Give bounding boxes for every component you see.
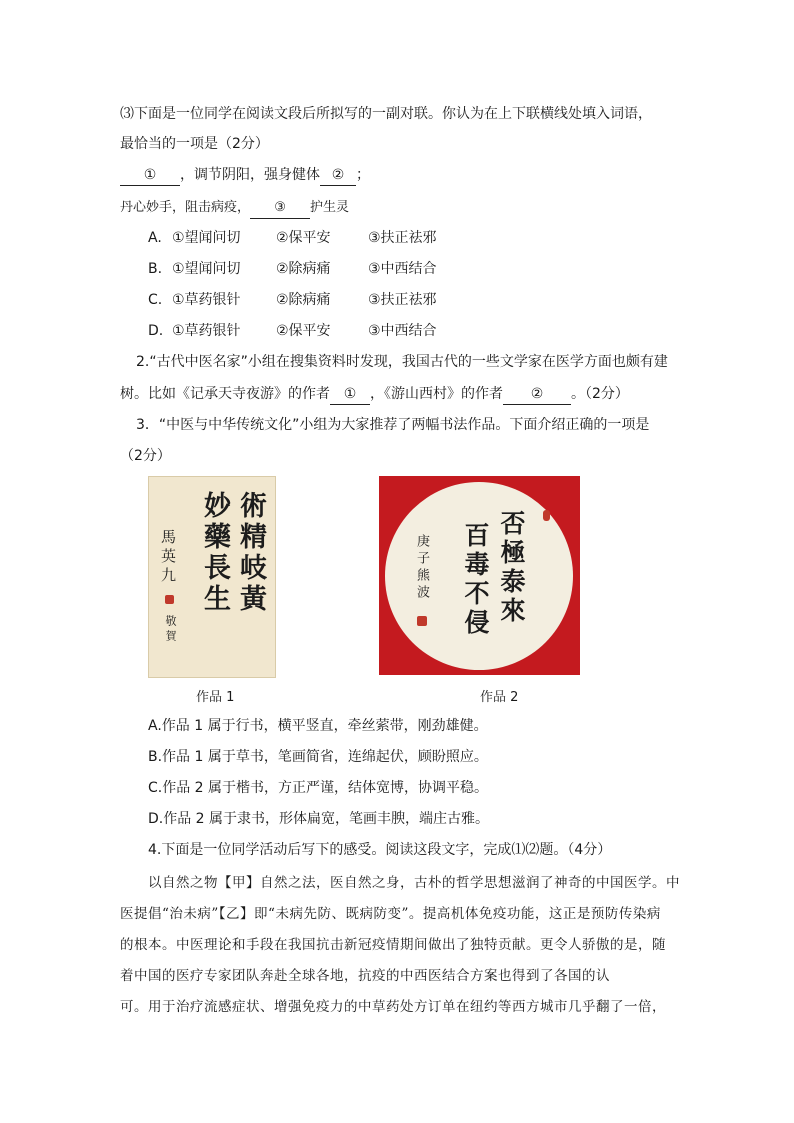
artwork-1-caption: 作品 1 (196, 690, 235, 705)
artwork-1-signature-2: 敬賀 (164, 615, 177, 645)
couplet-blank-1: ① (120, 165, 180, 186)
passage-line: 着中国的医疗专家团队奔赴全球各地，抗疫的中西医结合方案也得到了各国的认 (120, 968, 610, 984)
artwork-2-signature: 庚子熊波 (414, 534, 429, 602)
couplet-upper-text: ，调节阴阳，强身健体 (180, 167, 320, 183)
passage-line: 以自然之物【甲】自然之法，医自然之身，古朴的哲学思想滋润了神奇的中国医学。中 (148, 875, 680, 891)
artwork-1-seal (165, 595, 174, 604)
choice-b[interactable]: B.作品 1 属于草书，笔画简省，连绵起伏，顾盼照应。 (148, 749, 488, 765)
couplet-lower-end: 护生灵 (310, 200, 350, 215)
q2-blank-1: ① (330, 384, 370, 405)
artwork-2-column-1: 否極泰來 (497, 510, 526, 626)
artwork-1-column-1: 術精岐黃 (235, 491, 266, 615)
artwork-2-caption: 作品 2 (480, 690, 519, 705)
q3-stem-line1: ⑶下面是一位同学在阅读文段后所拟写的一副对联。你认为在上下联横线处填入词语， (120, 106, 652, 122)
passage-line: 的根本。中医理论和手段在我国抗击新冠疫情期间做出了独特贡献。更令人骄傲的是，随 (120, 937, 666, 953)
q2-line1: 2.“古代中医名家”小组在搜集资料时发现，我国古代的一些文学家在医学方面也颇有建 (136, 354, 668, 370)
couplet-blank-3: ③ (250, 198, 310, 219)
q3b-line2: （2分） (120, 448, 171, 464)
couplet-lower-text: 丹心妙手，阻击病疫， (120, 200, 251, 215)
option-d[interactable]: D. ①草药银针 ②保平安 ③中西结合 (148, 323, 437, 339)
option-a[interactable]: A. ①望闻问切 ②保平安 ③扶正祛邪 (148, 230, 437, 246)
q2-blank-2: ② (503, 384, 571, 405)
q2-line2: 树。比如《记承天寺夜游》的作者 ① ，《游山西村》的作者 ② 。（2分） (120, 384, 629, 405)
option-b[interactable]: B. ①望闻问切 ②除病痛 ③中西结合 (148, 261, 437, 277)
passage-line: 可。用于治疗流感症状、增强免疫力的中草药处方订单在纽约等西方城市几乎翻了一倍， (120, 999, 666, 1015)
artwork-1 (148, 476, 276, 678)
artwork-2-top-seal (543, 510, 550, 521)
q4-stem: 4.下面是一位同学活动后写下的感受。阅读这段文字，完成⑴⑵题。（4分） (148, 842, 612, 858)
couplet-lower (120, 198, 349, 219)
couplet-upper-end: ； (356, 167, 370, 183)
artwork-1-column-2: 妙藥長生 (199, 491, 230, 615)
choice-d[interactable]: D.作品 2 属于隶书，形体扁宽，笔画丰腴，端庄古雅。 (148, 811, 490, 827)
option-c[interactable]: C. ①草药银针 ②除病痛 ③扶正祛邪 (148, 292, 437, 308)
artwork-2-seal (417, 616, 427, 626)
artwork-2 (379, 476, 580, 675)
artwork-2-column-2: 百毒不侵 (461, 522, 490, 638)
q4-passage (120, 868, 680, 1023)
choice-a[interactable]: A.作品 1 属于行书，横平竖直，牵丝萦带，刚劲雄健。 (148, 718, 488, 734)
passage-line: 医提倡“治未病”【乙】即“未病先防、既病防变”。提高机体免疫功能，这正是预防传染病 (120, 906, 661, 922)
artwork-1-signature: 馬英九 (159, 529, 177, 586)
couplet-blank-2: ② (320, 165, 356, 186)
couplet-upper (120, 165, 370, 186)
choice-c[interactable]: C.作品 2 属于楷书，方正严谨，结体宽博，协调平稳。 (148, 780, 489, 796)
q3b-line1: 3．“中医与中华传统文化”小组为大家推荐了两幅书法作品。下面介绍正确的一项是 (136, 417, 650, 433)
q3-stem-line2: 最恰当的一项是（2分） (120, 136, 269, 152)
